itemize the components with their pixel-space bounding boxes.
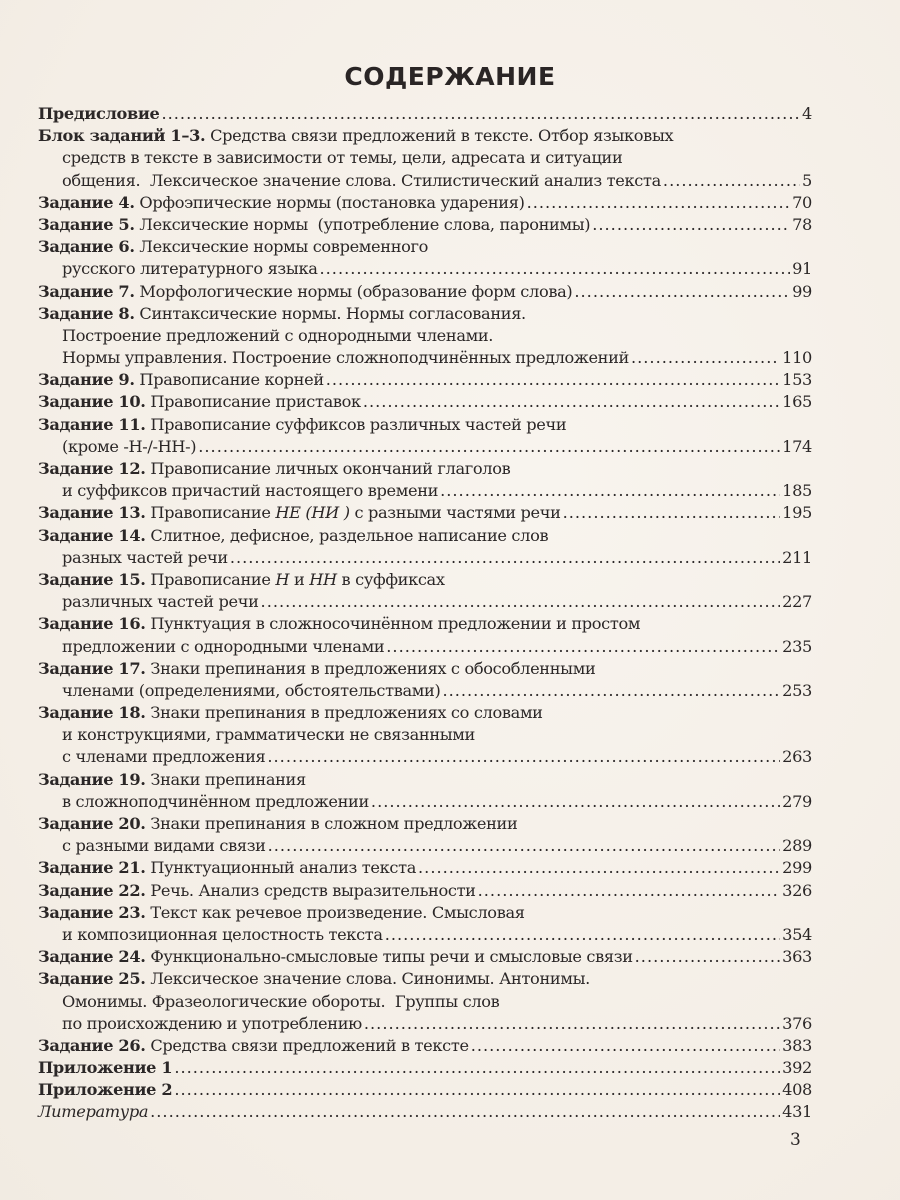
- entry-label: Предисловие: [38, 104, 160, 123]
- toc-entry-literature[interactable]: [38, 1101, 812, 1123]
- entry-text: Лексическое значение слова. Синонимы. Антонимы.: [145, 969, 590, 989]
- dot-leader: [478, 880, 781, 902]
- entry-label: Задание 23.: [38, 902, 146, 922]
- entry-text: Нормы управления. Построение сложноподчинённых предложений: [62, 348, 629, 368]
- toc-line: [38, 658, 812, 680]
- entry-text: по происхождению и употреблению: [62, 1013, 362, 1033]
- toc-entry-task-20[interactable]: [38, 813, 812, 857]
- entry-text: разных частей речи: [62, 547, 228, 567]
- toc-line: [38, 147, 812, 169]
- toc-line: [38, 170, 812, 192]
- dot-leader: [386, 636, 780, 658]
- entry-label: Задание 22.: [38, 880, 146, 900]
- toc-line: [38, 1013, 812, 1035]
- toc-entry-task-18[interactable]: [38, 702, 812, 769]
- dot-leader: [174, 1057, 780, 1079]
- entry-text: и: [289, 569, 310, 589]
- entry-text-italic: НЕ (НИ ): [275, 503, 350, 523]
- entry-label: Задание 20.: [38, 814, 146, 833]
- dot-leader: [326, 369, 780, 391]
- toc-line: [38, 347, 812, 369]
- page-ref: 91: [792, 259, 812, 279]
- entry-text: с разными частями речи: [349, 503, 561, 523]
- toc-entry-task-8[interactable]: [38, 303, 812, 370]
- toc-line: [38, 746, 812, 768]
- toc-line: [38, 724, 812, 746]
- toc-line: [38, 791, 812, 813]
- dot-leader: [267, 746, 780, 768]
- entry-label: Задание 24.: [38, 947, 146, 967]
- entry-text: русского литературного языка: [62, 259, 318, 279]
- page-ref: 253: [782, 680, 812, 700]
- entry-label: Задание 17.: [38, 658, 146, 678]
- toc-entry-task-9[interactable]: [38, 369, 812, 391]
- entry-text: и суффиксов причастий настоящего времени: [62, 481, 439, 501]
- entry-label: Приложение 2: [38, 1080, 173, 1100]
- entry-text: Орфоэпические нормы (постановка ударения): [134, 192, 525, 212]
- dot-leader: [364, 1013, 780, 1035]
- toc-entry-task-10[interactable]: [38, 391, 812, 413]
- dot-leader: [150, 1101, 780, 1123]
- entry-text: Знаки препинания в сложном предложении: [145, 814, 518, 833]
- entry-text: предложении с однородными членами: [62, 636, 385, 656]
- page-ref: 235: [782, 636, 812, 656]
- entry-text: Средства связи предложений в тексте. Отбор языковых: [205, 126, 674, 146]
- toc-line: [38, 525, 812, 547]
- toc-line: [38, 880, 812, 902]
- entry-text: в сложноподчинённом предложении: [62, 791, 369, 811]
- entry-text: Омонимы. Фразеологические обороты. Группы слов: [62, 991, 500, 1011]
- toc-line: [38, 636, 812, 658]
- dot-leader: [440, 480, 780, 502]
- page-ref: 392: [782, 1058, 812, 1078]
- dot-leader: [320, 258, 791, 280]
- entry-text: Средства связи предложений в тексте: [145, 1035, 469, 1055]
- toc-line: [38, 103, 812, 125]
- entry-text: Лексические нормы современного: [134, 237, 429, 257]
- toc-line: [38, 857, 812, 879]
- toc-line: [38, 192, 812, 214]
- toc-line: [38, 369, 812, 391]
- entry-label: Задание 13.: [38, 503, 146, 523]
- toc-entry-task-23[interactable]: [38, 902, 812, 946]
- entry-label: Задание 16.: [38, 614, 146, 634]
- toc-line: [38, 702, 812, 724]
- page-ref: 110: [782, 348, 812, 368]
- page-ref: 153: [782, 370, 812, 390]
- page-ref: 354: [782, 924, 812, 944]
- toc-line: [38, 281, 812, 303]
- page-ref: 227: [782, 592, 812, 612]
- toc-entry-task-16[interactable]: [38, 613, 812, 657]
- entry-text: Речь. Анализ средств выразительности: [145, 880, 476, 900]
- dot-leader: [471, 1035, 780, 1057]
- toc-line: [38, 1079, 812, 1101]
- entry-label: Приложение 1: [38, 1058, 173, 1078]
- entry-label: Задание 18.: [38, 703, 146, 723]
- toc-line: [38, 236, 812, 258]
- entry-text: Пунктуация в сложносочинённом предложении и простом: [145, 614, 641, 634]
- page-ref: 5: [802, 170, 812, 190]
- page-ref: 326: [782, 880, 812, 900]
- entry-label: Задание 6.: [38, 237, 135, 257]
- page-ref: 195: [782, 503, 812, 523]
- entry-text: Слитное, дефисное, раздельное написание слов: [145, 525, 549, 545]
- toc-entry-task-15[interactable]: [38, 569, 812, 613]
- entry-text-italic: НН: [309, 569, 337, 589]
- toc-entry-appendix-1[interactable]: [38, 1057, 812, 1079]
- page-ref: 4: [802, 104, 812, 123]
- entry-text: Знаки препинания в предложениях с обособленными: [145, 658, 596, 678]
- toc-line: [38, 547, 812, 569]
- toc-entry-task-22[interactable]: [38, 880, 812, 902]
- entry-label: Задание 19.: [38, 769, 146, 789]
- entry-label: Задание 21.: [38, 858, 146, 878]
- entry-label: Задание 25.: [38, 969, 146, 989]
- entry-text: общения. Лексическое значение слова. Стилистический анализ текста: [62, 170, 661, 190]
- entry-text: (кроме -Н-/-НН-): [62, 436, 197, 456]
- dot-leader: [574, 281, 790, 303]
- entry-text: Функционально-смысловые типы речи и смысловые связи: [145, 947, 633, 967]
- toc-entry-task-25[interactable]: [38, 968, 812, 1035]
- toc-line: [38, 591, 812, 613]
- page-ref: 431: [782, 1102, 812, 1122]
- entry-label: Задание 4.: [38, 192, 135, 212]
- dot-leader: [385, 924, 780, 946]
- entry-label: Литература: [38, 1102, 149, 1122]
- entry-label: Задание 5.: [38, 214, 135, 234]
- entry-label: Задание 11.: [38, 414, 146, 434]
- entry-text: Построение предложений с однородными членами.: [62, 325, 494, 345]
- toc-entry-task-7[interactable]: [38, 281, 812, 303]
- entry-label: Блок заданий 1–3.: [38, 126, 206, 146]
- entry-label: Задание 26.: [38, 1035, 146, 1055]
- dot-leader: [663, 170, 800, 192]
- toc-line: [38, 769, 812, 791]
- entry-text: Пунктуационный анализ текста: [145, 858, 417, 878]
- toc-entry-task-5[interactable]: [38, 214, 812, 236]
- toc-entry-task-19[interactable]: [38, 769, 812, 813]
- toc-line: [38, 1101, 812, 1123]
- entry-text: различных частей речи: [62, 592, 259, 612]
- toc-line: [38, 214, 812, 236]
- entry-label: Задание 8.: [38, 303, 135, 323]
- entry-label: Задание 15.: [38, 569, 146, 589]
- page-ref: 376: [782, 1013, 812, 1033]
- toc-entry-task-11[interactable]: [38, 414, 812, 458]
- entry-text: Знаки препинания: [145, 769, 306, 789]
- entry-text: Правописание: [145, 569, 276, 589]
- toc-line: [38, 1035, 812, 1057]
- dot-leader: [268, 835, 781, 857]
- dot-leader: [635, 946, 780, 968]
- page-ref: 78: [792, 214, 812, 234]
- toc-line: [38, 325, 812, 347]
- entry-label: Задание 7.: [38, 281, 135, 301]
- toc-line: [38, 613, 812, 635]
- page-title: СОДЕРЖАНИЕ: [344, 62, 556, 91]
- toc-entry-task-4[interactable]: [38, 192, 812, 214]
- toc-line: [38, 946, 812, 968]
- dot-leader: [442, 680, 780, 702]
- dot-leader: [261, 591, 781, 613]
- page-ref: 211: [782, 547, 812, 567]
- dot-leader: [174, 1079, 780, 1101]
- page-ref: 289: [782, 836, 812, 856]
- toc-line: [38, 902, 812, 924]
- entry-label: Задание 10.: [38, 392, 146, 412]
- dot-leader: [198, 436, 780, 458]
- toc-line: [38, 458, 812, 480]
- toc-line: [38, 258, 812, 280]
- page-ref: 185: [782, 481, 812, 501]
- toc-line: [38, 924, 812, 946]
- dot-leader: [371, 791, 780, 813]
- entry-label: Задание 9.: [38, 370, 135, 390]
- toc-line: [38, 480, 812, 502]
- entry-text: Правописание личных окончаний глаголов: [145, 459, 511, 478]
- page-ref: 279: [782, 791, 812, 811]
- toc-line: [38, 502, 812, 524]
- toc-line: [38, 968, 812, 990]
- toc-line: [38, 391, 812, 413]
- toc-entry-task-13[interactable]: [38, 502, 812, 524]
- dot-leader: [563, 502, 781, 524]
- entry-text: членами (определениями, обстоятельствами): [62, 680, 441, 700]
- dot-leader: [592, 214, 790, 236]
- entry-text: Синтаксические нормы. Нормы согласования.: [134, 303, 526, 323]
- entry-text: в суффиксах: [336, 569, 445, 589]
- dot-leader: [631, 347, 780, 369]
- entry-label: Задание 12.: [38, 459, 146, 478]
- entry-text-italic: Н: [275, 569, 290, 589]
- toc-entry-appendix-2[interactable]: [38, 1079, 812, 1101]
- entry-text: и конструкциями, грамматически не связанными: [62, 725, 475, 745]
- toc-line: [38, 436, 812, 458]
- toc-entry-task-6[interactable]: [38, 236, 812, 280]
- toc-line: [38, 1057, 812, 1079]
- entry-text: с разными видами связи: [62, 836, 266, 856]
- entry-text: Правописание суффиксов различных частей речи: [145, 414, 567, 434]
- page-ref: 383: [782, 1035, 812, 1055]
- toc-entry-block-1-3[interactable]: [38, 125, 812, 192]
- toc-entry-task-21[interactable]: [38, 857, 812, 879]
- toc-entry-task-24[interactable]: [38, 946, 812, 968]
- page-ref: 165: [782, 392, 812, 412]
- dot-leader: [527, 192, 791, 214]
- toc-entry-task-14[interactable]: [38, 525, 812, 569]
- toc-entry-task-12[interactable]: [38, 458, 812, 502]
- dot-leader: [418, 857, 780, 879]
- toc-line: [38, 125, 812, 147]
- entry-text: Лексические нормы (употребление слова, паронимы): [134, 214, 591, 234]
- dot-leader: [363, 391, 780, 413]
- toc-entry-preface[interactable]: [38, 103, 812, 125]
- page-ref: 99: [792, 281, 812, 301]
- page-ref: 263: [782, 747, 812, 767]
- page-ref: 363: [782, 947, 812, 967]
- page-number: 3: [790, 1130, 801, 1150]
- entry-text: средств в тексте в зависимости от темы, цели, адресата и ситуации: [62, 148, 623, 168]
- entry-text: с членами предложения: [62, 747, 266, 767]
- page-ref: 299: [782, 858, 812, 878]
- page-ref: 70: [792, 192, 812, 212]
- entry-text: Текст как речевое произведение. Смысловая: [145, 902, 525, 922]
- entry-text: Правописание корней: [134, 370, 324, 390]
- toc-line: [38, 303, 812, 325]
- entry-text: Морфологические нормы (образование форм слова): [134, 281, 573, 301]
- toc-line: [38, 835, 812, 857]
- toc-line: [38, 813, 812, 835]
- toc-line: [38, 991, 812, 1013]
- dot-leader: [161, 103, 800, 125]
- page-ref: 408: [782, 1080, 812, 1100]
- table-of-contents: [38, 103, 812, 1124]
- entry-text: Знаки препинания в предложениях со словами: [145, 703, 543, 723]
- entry-text: и композиционная целостность текста: [62, 924, 383, 944]
- toc-entry-task-26[interactable]: [38, 1035, 812, 1057]
- dot-leader: [230, 547, 780, 569]
- toc-line: [38, 569, 812, 591]
- toc-line: [38, 414, 812, 436]
- toc-entry-task-17[interactable]: [38, 658, 812, 702]
- entry-text: Правописание: [145, 503, 276, 523]
- page-ref: 174: [782, 436, 812, 456]
- entry-text: Правописание приставок: [145, 392, 361, 412]
- entry-label: Задание 14.: [38, 525, 146, 545]
- toc-line: [38, 680, 812, 702]
